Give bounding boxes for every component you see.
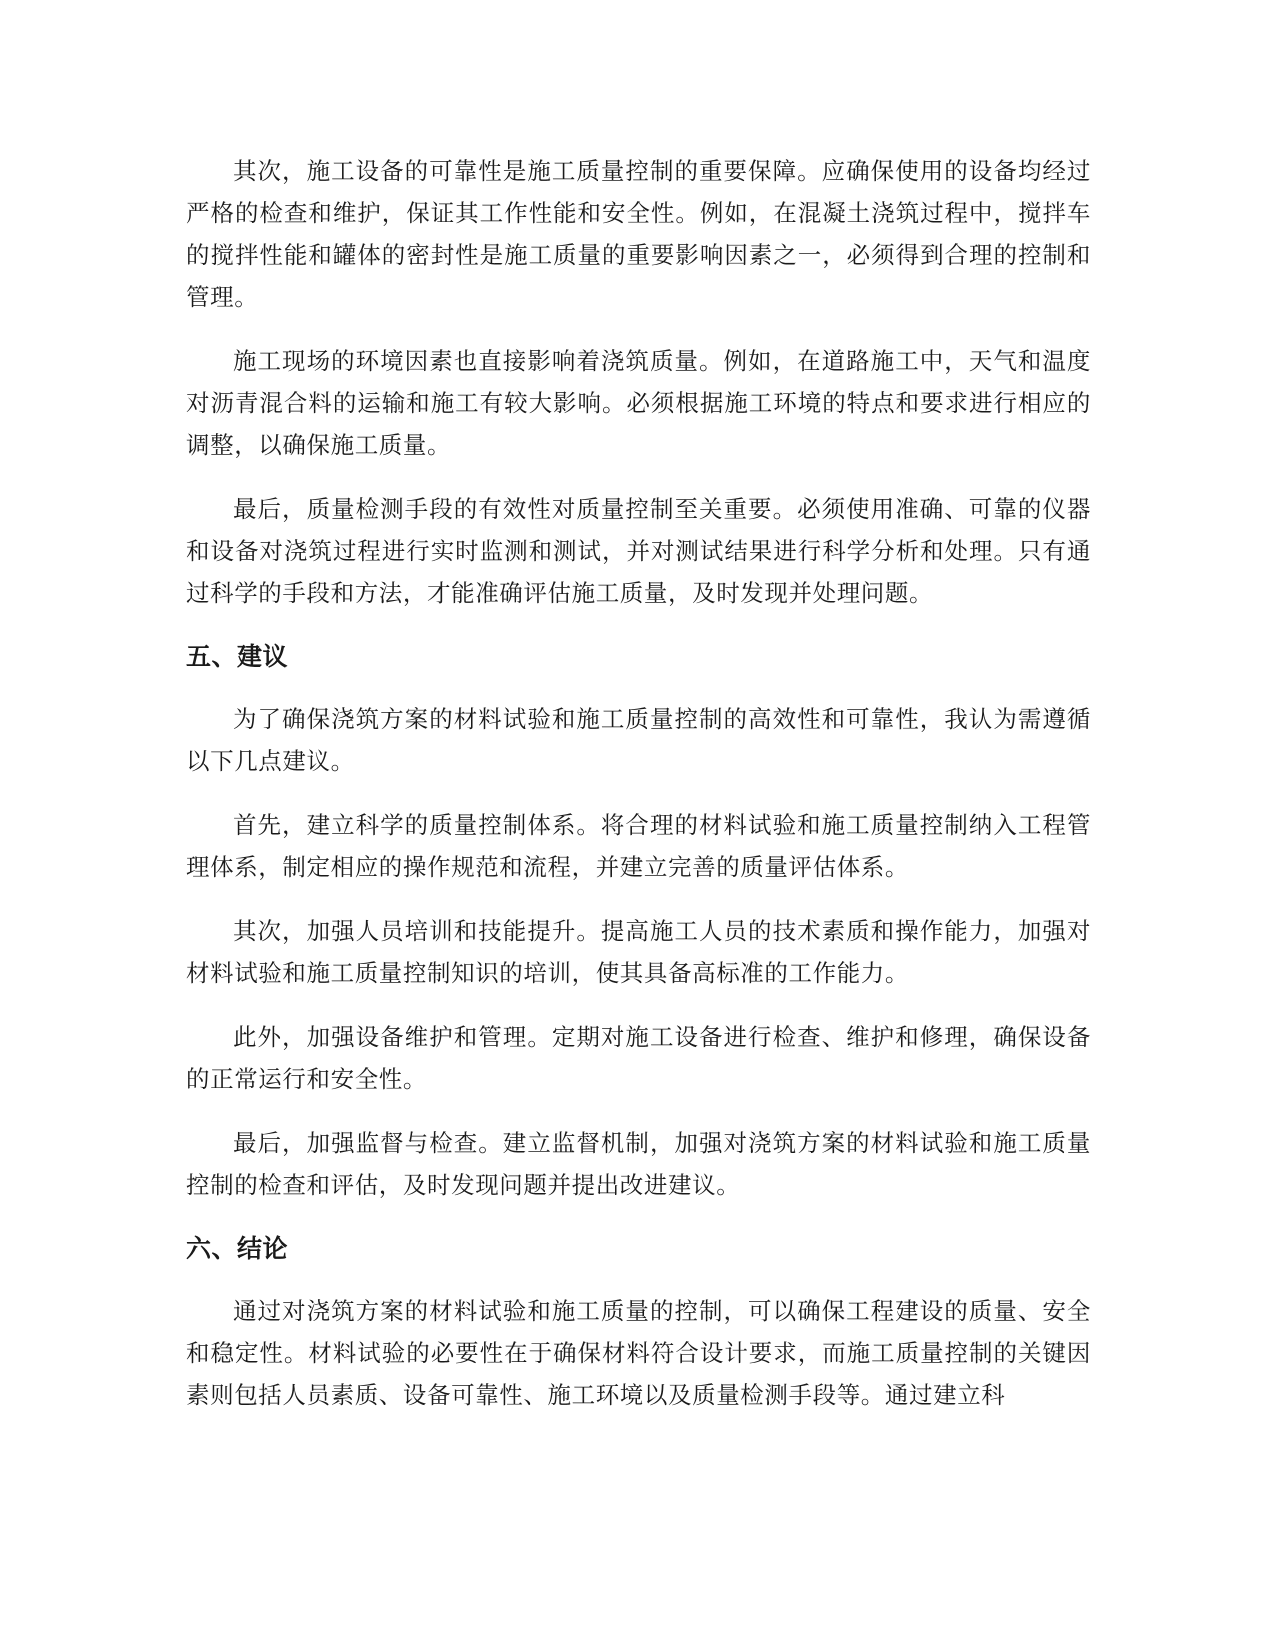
paragraph-equipment-reliability: 其次，施工设备的可靠性是施工质量控制的重要保障。应确保使用的设备均经过严格的检查和维护，保证其工作性能和安全性。例如，在混凝土浇筑过程中，搅拌车的搅拌性能和罐体的密封性是施工质量的重要影响因素之一，必须得到合理的控制和管理。 xyxy=(186,157,1091,311)
paragraph-conclusion: 通过对浇筑方案的材料试验和施工质量的控制，可以确保工程建设的质量、安全和稳定性。材料试验的必要性在于确保材料符合设计要求，而施工质量控制的关键因素则包括人员素质、设备可靠性、施工环境以及质量检测手段等。通过建立科 xyxy=(186,1297,1091,1409)
paragraph-supervision: 最后，加强监督与检查。建立监督机制，加强对浇筑方案的材料试验和施工质量控制的检查和评估，及时发现问题并提出改进建议。 xyxy=(186,1129,1091,1199)
paragraph-suggestions-intro: 为了确保浇筑方案的材料试验和施工质量控制的高效性和可靠性，我认为需遵循以下几点建议。 xyxy=(186,705,1091,775)
paragraph-site-environment: 施工现场的环境因素也直接影响着浇筑质量。例如，在道路施工中，天气和温度对沥青混合料的运输和施工有较大影响。必须根据施工环境的特点和要求进行相应的调整，以确保施工质量。 xyxy=(186,347,1091,459)
paragraph-quality-system: 首先，建立科学的质量控制体系。将合理的材料试验和施工质量控制纳入工程管理体系，制定相应的操作规范和流程，并建立完善的质量评估体系。 xyxy=(186,811,1091,881)
section-heading-conclusion: 六、结论 xyxy=(186,1234,289,1263)
paragraph-quality-testing: 最后，质量检测手段的有效性对质量控制至关重要。必须使用准确、可靠的仪器和设备对浇筑过程进行实时监测和测试，并对测试结果进行科学分析和处理。只有通过科学的手段和方法，才能准确评估施工质量，及时发现并处理问题。 xyxy=(186,495,1091,607)
paragraph-staff-training: 其次，加强人员培训和技能提升。提高施工人员的技术素质和操作能力，加强对材料试验和施工质量控制知识的培训，使其具备高标准的工作能力。 xyxy=(186,917,1091,987)
document-body xyxy=(186,150,1091,1438)
paragraph-equipment-maintenance: 此外，加强设备维护和管理。定期对施工设备进行检查、维护和修理，确保设备的正常运行和安全性。 xyxy=(186,1023,1091,1093)
section-heading-suggestions: 五、建议 xyxy=(186,642,289,671)
